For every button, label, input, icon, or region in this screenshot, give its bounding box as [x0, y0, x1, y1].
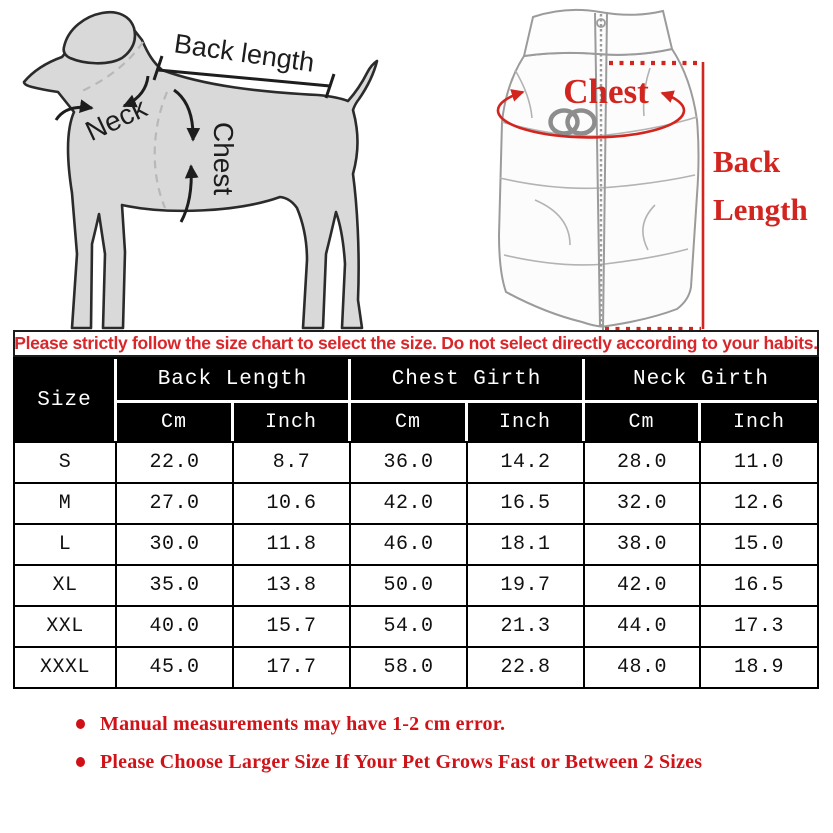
col-header-back-length: Back Length — [117, 359, 351, 403]
back-length-label: Back length — [172, 28, 317, 78]
size-cell: S — [15, 441, 117, 482]
vest-collar — [524, 10, 672, 56]
size-cell: XXXL — [15, 646, 117, 687]
size-cell: XL — [15, 564, 117, 605]
vest-back-label-line1: Back — [713, 144, 781, 179]
bullet-dot-icon — [76, 719, 85, 729]
unit-header-cm: Cm — [351, 403, 468, 441]
warning-banner — [13, 330, 819, 357]
unit-header-cm: Cm — [117, 403, 234, 441]
col-header-size: Size — [15, 359, 117, 441]
size-cell: M — [15, 482, 117, 523]
col-header-neck-girth: Neck Girth — [585, 359, 817, 403]
note-item — [76, 750, 833, 774]
note-item — [76, 712, 833, 736]
dog-illustration — [0, 0, 420, 340]
notes-section — [0, 712, 833, 788]
warning-banner-text: Please strictly follow the size chart to select the size. Do not select directly according to your habits. — [14, 333, 818, 353]
note-text: Manual measurements may have 1-2 cm error. — [100, 712, 506, 735]
unit-header-cm: Cm — [585, 403, 701, 441]
vest-back-label-line2: Length — [713, 192, 808, 227]
neck-label: Neck — [80, 91, 152, 147]
table-row: XXXL 45.0 17.7 58.0 22.8 48.0 18.9 — [15, 646, 817, 687]
unit-header-inch: Inch — [701, 403, 817, 441]
dog-ear — [64, 12, 135, 63]
size-cell: L — [15, 523, 117, 564]
vest-illustration — [420, 0, 833, 340]
vest-chest-label: Chest — [563, 72, 649, 111]
size-table — [13, 357, 819, 689]
dog-chest-label: Chest — [208, 122, 239, 196]
table-row: M 27.0 10.6 42.0 16.5 32.0 12.6 — [15, 482, 817, 523]
table-row: XL 35.0 13.8 50.0 19.7 42.0 16.5 — [15, 564, 817, 605]
table-row: XXL 40.0 15.7 54.0 21.3 44.0 17.3 — [15, 605, 817, 646]
table-row: L 30.0 11.8 46.0 18.1 38.0 15.0 — [15, 523, 817, 564]
unit-header-inch: Inch — [468, 403, 585, 441]
col-header-chest-girth: Chest Girth — [351, 359, 585, 403]
unit-header-inch: Inch — [234, 403, 351, 441]
note-text: Please Choose Larger Size If Your Pet Grows Fast or Between 2 Sizes — [100, 750, 703, 773]
size-cell: XXL — [15, 605, 117, 646]
table-row: S 22.0 8.7 36.0 14.2 28.0 11.0 — [15, 441, 817, 482]
bullet-dot-icon — [76, 757, 85, 767]
